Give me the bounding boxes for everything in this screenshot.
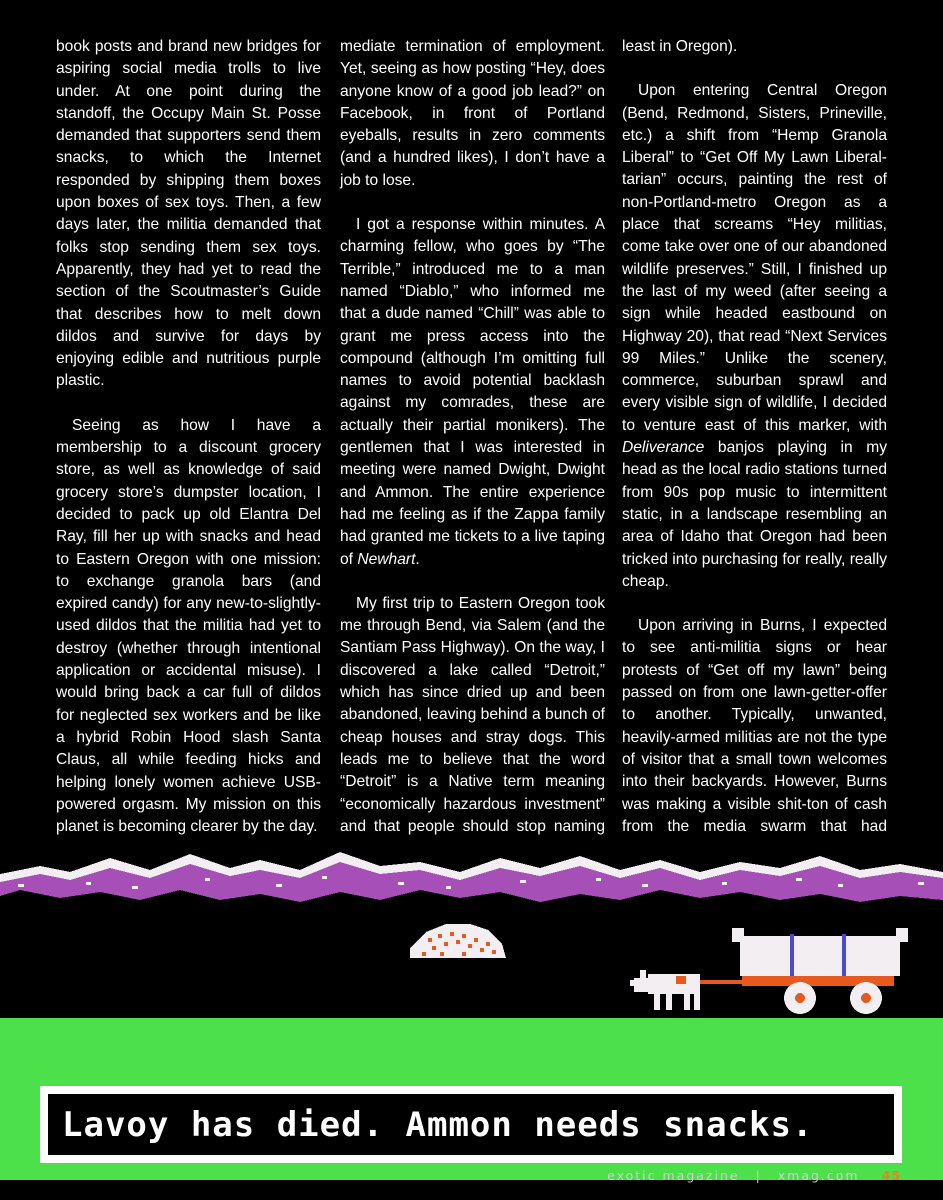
paragraph: Upon arriving in Burns, I expected to see anti-militia signs or hear protests of “Get off my lawn” being passed on from one lawn-getter-offer to another. Typically, unwanted, heavily-armed militias are not the type of visitor that a small town welcomes into their backyards. However, Burns was making a visible shit-ton of cash from the media swarm that had bbox=[622, 617, 887, 835]
footer-separator: | bbox=[755, 1168, 762, 1183]
show-title: Newhart bbox=[357, 550, 416, 568]
game-message-text: Lavoy has died. Ammon needs snacks. bbox=[62, 1104, 814, 1145]
paragraph-text: Upon entering Central Oregon (Bend, Redmond, Sisters, Prineville, etc.) a shift from “Hemp Granola Liberal” to “Get Off My Lawn Liberal-tarian” occurs, painting the rest of non-Portland-metro Oregon as a place that screams “Hey militias, come take over one of our abandoned wildlife preserves.” Still, I finished up the last of my weed (after seeing a sign while headed eastbound on Highway 20), that read “Next Services 99 Miles.” Unlike the scenery, commerce, suburban sprawl and every visible sign of wildlife, I decided to venture east of this marker, with bbox=[622, 82, 887, 434]
paragraph: Seeing as how I have a membership to a discount grocery store, as well as knowledge of said grocery store’s dumpster location, I decided to pack up old Elantra Del Ray, fill her up with snacks and head to Eastern Oregon with one mission: to exchange granola bars (and expired candy) for any new-to-slightly-used dildos that the militia had yet to destroy (whether through intentional application or accidental misuse). I would bring back a car full of dildos for neglected sex workers and be like a hybrid Robin Hood slash Santa Claus, all while feeding hicks and helping lonely women achieve USB-powered orgasm. My mission on this planet is becoming clearer by the day. bbox=[56, 416, 321, 836]
paragraph-text: I got a response within minutes. A charming fellow, who goes by “The Terrible,” introduced me to a man named “Diablo,” who informed me that a dude named “Chill” was able to grant me press access into the compound (although I’m omitting full names to avoid potential backlash against my comrades, these are actually their partial monikers). The gentlemen that I was interested in meeting were named Dwight, Dwight and Ammon. The entire experience had me feeling as if the Zappa family had granted me tickets to a live taping of bbox=[340, 216, 605, 568]
paragraph: mediate termination of employment. Yet, seeing as how posting “Hey, does anyone know of a good job lead?” on Facebook, in front of Portland eyeballs, results in zero comments (and a hundred likes), I don’t have a job to lose. bbox=[340, 38, 605, 189]
paragraph-text: . bbox=[415, 550, 420, 568]
game-message-banner bbox=[40, 1086, 902, 1163]
paragraph: least in Oregon). bbox=[622, 38, 738, 55]
banner-frame bbox=[48, 1094, 894, 1155]
paragraph: My first trip to Eastern Oregon took me through Bend, via Salem (and the Santiam Pass Highway). On the way, I discovered a lake called “Detroit,” which has since dried up and been abandoned, leaving behind a bunch of cheap houses and stray dogs. This leads me to believe that the word “Detroit” is a Native term meaning “economically hazardous investment” and that people should stop naming bbox=[340, 594, 605, 835]
magazine-name: exotic magazine bbox=[607, 1168, 740, 1183]
paragraph bbox=[340, 214, 605, 571]
film-title: Deliverance bbox=[622, 439, 705, 457]
paragraph-text: banjos playing in my head as the local radio stations turned from 90s pop music to intermittent static, in a landscape resembling an area of Idaho that Oregon had been tricked into purchasing for really, really cheap. bbox=[622, 439, 887, 590]
page-number: 45 bbox=[881, 1168, 901, 1183]
paragraph: book posts and brand new bridges for aspiring social media trolls to live under. At one point during the standoff, the Occupy Main St. Posse demanded that supporters send them snacks, to which the Internet responded by shipping them boxes upon boxes of sex toys. Then, a few days later, the militia demanded that folks stop sending them sex toys. Apparently, they had yet to read the section of the Scoutmaster’s Guide that describes how to melt down dildos and survive for days by enjoying edible and nutritious purple plastic. bbox=[56, 38, 321, 390]
paragraph bbox=[622, 80, 887, 593]
page-footer bbox=[607, 1168, 901, 1183]
website-link[interactable]: xmag.com bbox=[777, 1168, 860, 1183]
